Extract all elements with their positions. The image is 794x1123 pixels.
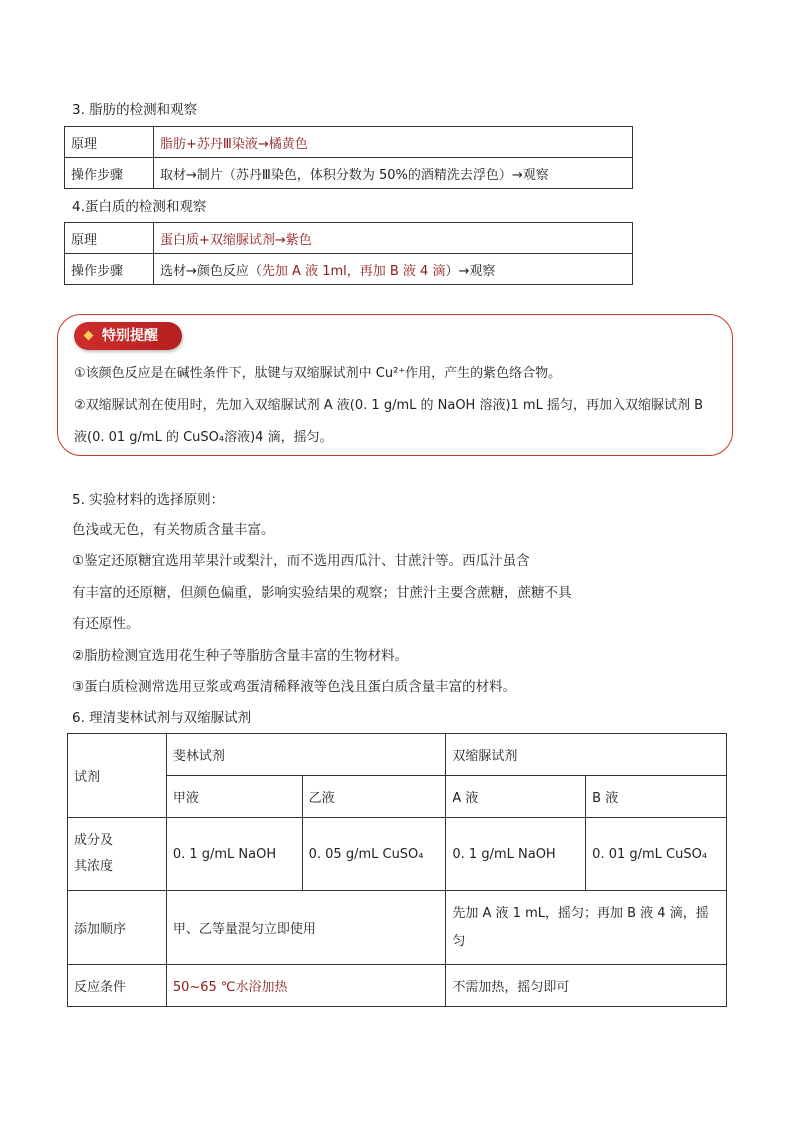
table-cell: 甲、乙等量混匀立即使用 [166,891,446,965]
reminder-line-2: ②双缩脲试剂在使用时，先加入双缩脲试剂 A 液(0. 1 g/mL 的 NaOH 溶液)1 mL 摇匀，再加入双缩脲试剂 B [74,398,704,413]
paragraph-line: ②脂肪检测宜选用花生种子等脂肪含量丰富的生物材料。 [72,648,409,664]
reminder-line-1: ①该颜色反应是在碱性条件下，肽键与双缩脲试剂中 Cu²⁺作用，产生的紫色络合物。 [74,366,562,381]
row-label: 原理 [65,223,154,254]
steps-highlight: 先加 A 液 1ml，再加 B 液 4 滴 [261,263,446,279]
fehling-header: 斐林试剂 [166,734,446,776]
table-row [68,965,727,1007]
table-cell: 不需加热，摇匀即可 [446,965,727,1007]
table-row [65,223,633,254]
steps-value: 取材→制片（苏丹Ⅲ染色，体积分数为 50%的酒精洗去浮色）→观察 [154,158,633,189]
reagent-comparison-table [67,733,727,1007]
paragraph-line: ①鉴定还原糖宜选用苹果汁或梨汁，而不选用西瓜汁、甘蔗汁等。西瓜汁虽含 [72,553,530,569]
table-cell: 先加 A 液 1 mL，摇匀；再加 B 液 4 滴，摇匀 [446,891,727,965]
section-5-heading: 5. 实验材料的选择原则： [72,492,225,508]
composition-label: 成分及 其浓度 [68,818,167,891]
table-row [68,891,727,965]
row-label: 原理 [65,127,154,158]
table-row [68,818,727,891]
table-cell: 0. 01 g/mL CuSO₄ [586,818,727,891]
principle-value: 蛋白质+双缩脲试剂→紫色 [154,223,633,254]
fat-detection-table [64,126,633,189]
row-label: 操作步骤 [65,254,154,285]
sub-header: A 液 [446,776,586,818]
sub-header: B 液 [586,776,727,818]
steps-value: 选材→颜色反应（先加 A 液 1ml，再加 B 液 4 滴）→观察 [154,254,633,285]
table-row [68,734,727,776]
order-label: 添加顺序 [68,891,167,965]
paragraph-line: 有丰富的还原糖，但颜色偏重，影响实验结果的观察；甘蔗汁主要含蔗糖，蔗糖不具 [72,585,572,601]
section-6-heading: 6. 理清斐林试剂与双缩脲试剂 [72,710,252,726]
table-row [65,127,633,158]
special-reminder-badge: 特别提醒 [74,322,182,350]
sub-header: 乙液 [302,776,446,818]
protein-detection-table [64,222,633,285]
condition-label: 反应条件 [68,965,167,1007]
table-cell: 0. 1 g/mL NaOH [166,818,302,891]
paragraph-line: ③蛋白质检测常选用豆浆或鸡蛋清稀释液等色浅且蛋白质含量丰富的材料。 [72,679,517,695]
biuret-header: 双缩脲试剂 [446,734,727,776]
paragraph-line: 有还原性。 [72,616,140,632]
table-cell: 0. 1 g/mL NaOH [446,818,586,891]
table-cell: 0. 05 g/mL CuSO₄ [302,818,446,891]
table-row [65,158,633,189]
table-cell: 50~65 ℃水浴加热 [166,965,446,1007]
table-row [65,254,633,285]
sub-header: 甲液 [166,776,302,818]
section-3-heading: 3. 脂肪的检测和观察 [72,102,198,118]
reagent-header: 试剂 [68,734,167,818]
table-row [68,776,727,818]
diamond-icon [84,331,94,341]
section-4-heading: 4.蛋白质的检测和观察 [72,199,207,215]
paragraph-line: 色浅或无色，有关物质含量丰富。 [72,522,275,538]
row-label: 操作步骤 [65,158,154,189]
principle-value: 脂肪+苏丹Ⅲ染液→橘黄色 [154,127,633,158]
reminder-line-3: 液(0. 01 g/mL 的 CuSO₄溶液)4 滴，摇匀。 [74,430,333,445]
